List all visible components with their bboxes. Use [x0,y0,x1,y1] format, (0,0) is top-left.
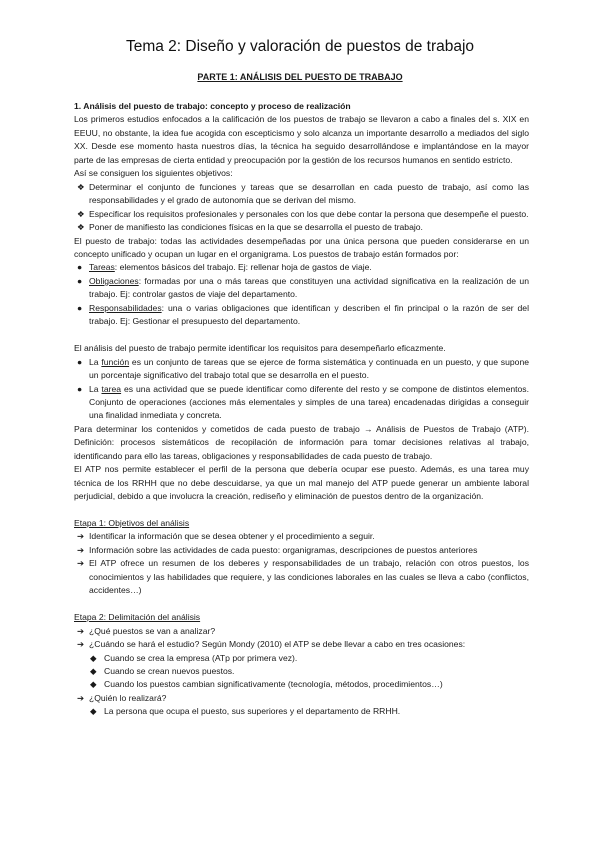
small-diamond-bullet-icon: ◆ [90,652,97,663]
small-diamond-bullet-icon: ◆ [90,665,97,676]
dot-bullet-icon: ● [77,383,83,394]
dot-bullet-icon: ● [77,262,83,273]
paragraph-puesto: El puesto de trabajo: todas las actividades desempeñadas por una única persona que pueden considerarse en un concepto unificado y ocupan un lugar en el organigrama. Los puestos de trabajo están formados por: [74,235,529,259]
document-title: Tema 2: Diseño y valoración de puestos de trabajo [125,38,475,55]
etapa-1-heading: Etapa 1: Objetivos del análisis [74,518,190,529]
dot-bullet-icon: ● [77,302,83,313]
list-item: ● La tarea es una actividad que se puede identificar como diferente del resto y se compone de distintos elementos. Conjunto de operaciones (acciones más elementales y simples de una tarea) encadenadas dirigidas a conseguir una finalidad inmediata y concreta. [77,383,529,421]
paragraph-atp-definition: Para determinar los contenidos y cometidos de cada puesto de trabajo → Análisis de Puestos de Trabajo (ATP). Definición: procesos sistemáticos de recopilación de información para tomar decisiones relativas al trabajo, identificando para ello las tareas, obligaciones y responsabilidades de cada puesto de trabajo. [74,423,529,461]
arrow-bullet-icon: ➔ [77,639,85,650]
list-item: ➔ ¿Quién lo realizará? [74,692,529,705]
list-item: ➔ ¿Cuándo se hará el estudio? Según Mondy (2010) el ATP se debe llevar a cabo en tres ocasiones: [74,638,529,651]
diamond-bullet-icon: ❖ [77,222,85,233]
arrow-bullet-icon: ➔ [77,531,85,542]
sub-list-item: ◆ Cuando se crean nuevos puestos. [74,665,529,678]
list-item: ❖ Determinar el conjunto de funciones y tareas que se desarrollan en cada puesto de trabajo, así como las responsabilidades y el grado de autonomía que se derivan del mismo. [77,181,529,206]
diamond-bullet-icon: ❖ [77,181,85,192]
list-item: ➔ Información sobre las actividades de cada puesto: organigramas, descripciones de puestos anteriores [74,544,529,557]
sub-list-item: ◆ La persona que ocupa el puesto, sus superiores y el departamento de RRHH. [74,705,529,718]
paragraph-history: Los primeros estudios enfocados a la calificación de los puestos de trabajo se llevaron a cabo a finales del s. XIX en EEUU, no obstante, la idea fue acogida con escepticismo y solo alcanza un importante desarrollo a mediados del siglo XX. Desde ese momento hasta nuestros días, la técnica ha seguido desarrollándose e implantándose en la mayor parte de las empresas de cierta entidad y preocupación por la gestión de los recursos humanos en sentido estricto. [74,114,529,165]
list-item: ➔ Identificar la información que se desea obtener y el procedimiento a seguir. [74,530,529,543]
list-item: ● Obligaciones: formadas por una o más tareas que constituyen una actividad significativa en la realización de un trabajo. Ej: controlar gastos de viaje del departamento. [77,275,529,300]
document-body [74,100,529,719]
paragraph-analisis: El análisis del puesto de trabajo permite identificar los requisitos para desempeñarlo eficazmente. [74,343,446,354]
part-title: PARTE 1: ANÁLISIS DEL PUESTO DE TRABAJO [197,72,403,82]
dot-bullet-icon: ● [77,356,83,367]
list-item: ➔ El ATP ofrece un resumen de los deberes y responsabilidades de un trabajo, relación con otros puestos, los conocimientos y las habilidades que requiere, y las condiciones laborales en las cuales se lleva a cabo (conflictos, accidentes…) [77,558,529,596]
arrow-bullet-icon: ➔ [77,544,85,555]
diamond-bullet-icon: ❖ [77,208,85,219]
paragraph-objectives-intro: Así se consiguen los siguientes objetivos: [74,168,233,179]
arrow-bullet-icon: ➔ [77,625,85,636]
objectives-list [74,181,529,235]
arrow-bullet-icon: ➔ [77,692,85,703]
etapa-2-list [74,625,529,719]
sub-list-item: ◆ Cuando se crea la empresa (ATp por primera vez). [74,652,529,665]
etapa-2-heading: Etapa 2: Delimitación del análisis [74,612,201,623]
dot-bullet-icon: ● [77,275,83,286]
list-item: ● Responsabilidades: una o varias obligaciones que identifican y describen el fin principal o la razón de ser del trabajo. Ej: Gestionar el presupuesto del departamento. [77,302,529,327]
list-item: ❖ Poner de manifiesto las condiciones físicas en la que se desarrolla el puesto de trabajo. [74,221,529,234]
list-item: ❖ Especificar los requisitos profesionales y personales con los que debe contar la persona que desempeñe el puesto. [74,208,529,221]
paragraph-atp-profile: El ATP nos permite establecer el perfil de la persona que debería ocupar ese puesto. Además, es una tarea muy técnica de los RRHH que no debe descuidarse, ya que un mal manejo del ATP puede generar un ambiente laboral perjudicial, debido a que involucra la creación, rediseño y eliminación de puestos dentro de la organización. [74,464,529,502]
list-item: ● Tareas: elementos básicos del trabajo. Ej: rellenar hoja de gastos de viaje. [74,261,529,274]
small-diamond-bullet-icon: ◆ [90,706,97,717]
list-item: ● La función es un conjunto de tareas que se ejerce de forma sistemática y continuada en un puesto, y que supone un porcentaje significativo del trabajo total que se desarrolla en el puesto. [77,356,530,381]
components-list [74,261,529,328]
small-diamond-bullet-icon: ◆ [90,679,97,690]
definitions-list [74,356,529,423]
etapa-1-list [74,530,529,597]
arrow-bullet-icon: ➔ [77,558,85,569]
sub-list-item: ◆ Cuando los puestos cambian significativamente (tecnología, métodos, procedimientos…) [74,678,529,691]
section-heading: 1. Análisis del puesto de trabajo: concepto y proceso de realización [74,101,351,111]
list-item: ➔ ¿Qué puestos se van a analizar? [74,625,529,638]
